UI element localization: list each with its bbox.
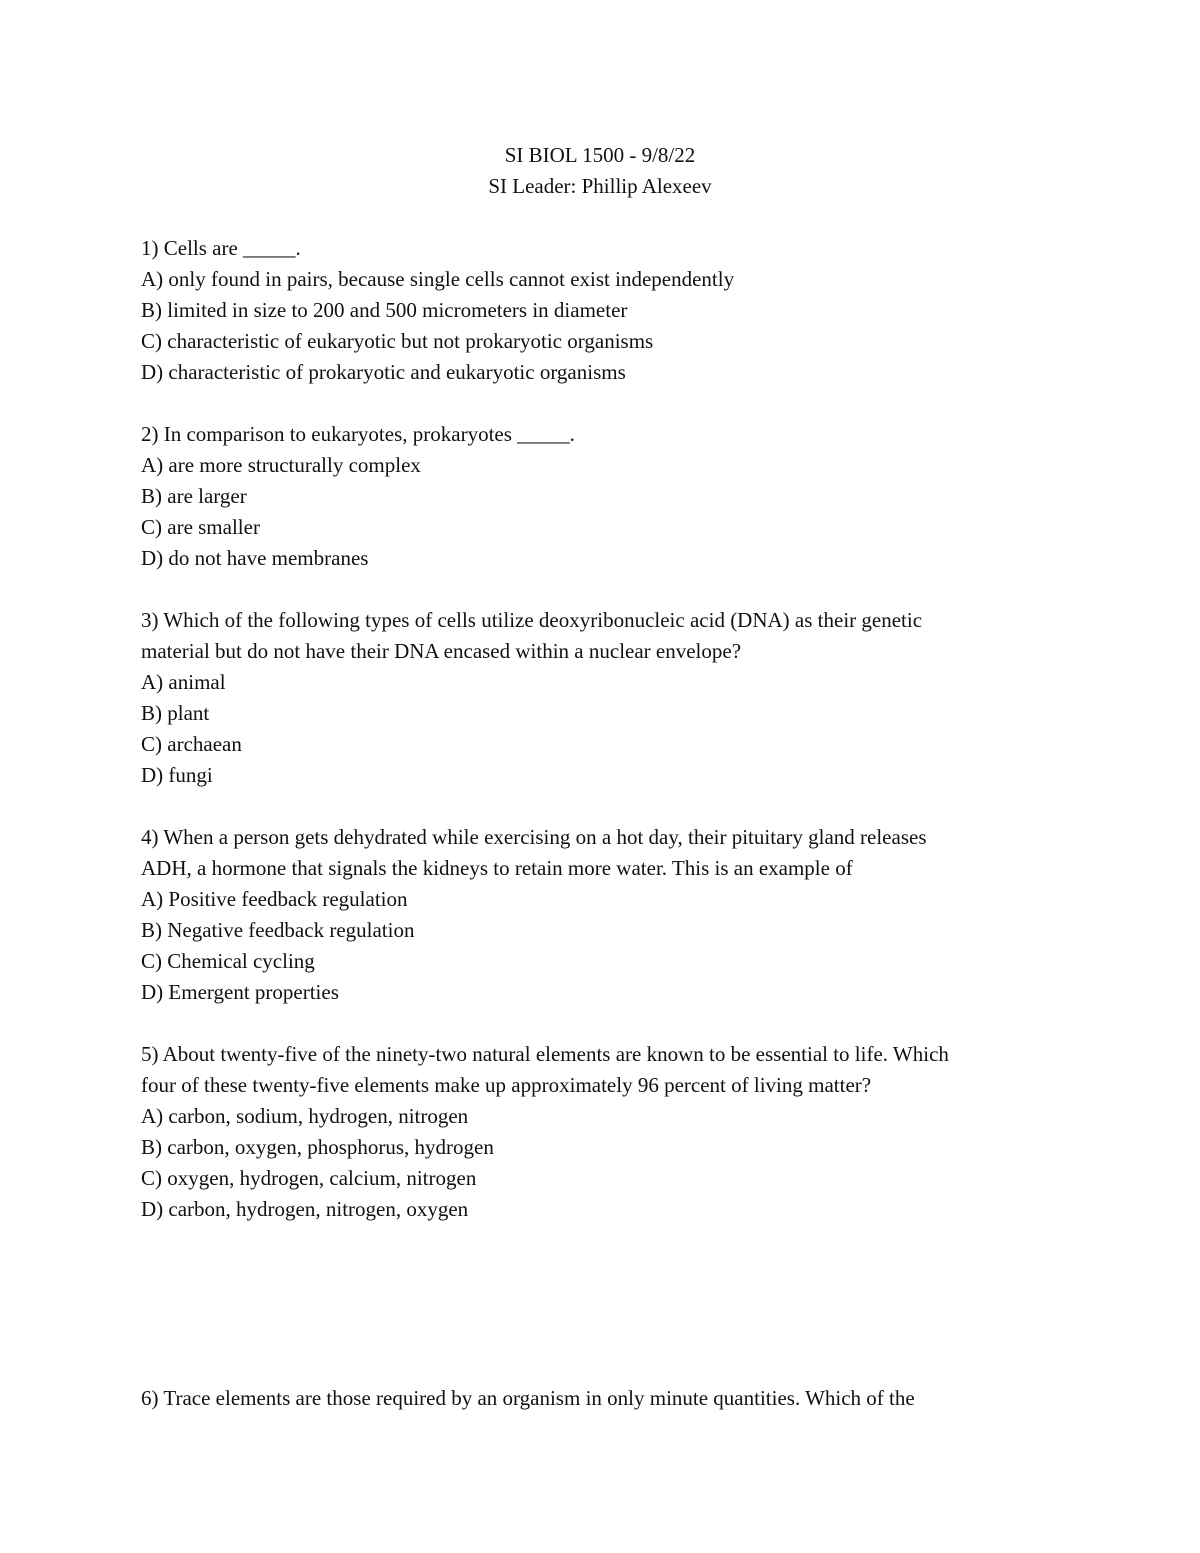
question-2-option-d: D) do not have membranes xyxy=(141,546,369,570)
si-leader-line: SI Leader: Phillip Alexeev xyxy=(488,174,712,198)
question-4-option-b: B) Negative feedback regulation xyxy=(141,918,415,942)
question-6-stem-line-1: 6) Trace elements are those required by an organism in only minute quantities. Which of the xyxy=(141,1386,915,1410)
question-5-option-a: A) carbon, sodium, hydrogen, nitrogen xyxy=(141,1104,469,1128)
question-5-option-c: C) oxygen, hydrogen, calcium, nitrogen xyxy=(141,1166,477,1190)
question-1-stem: 1) Cells are _____. xyxy=(141,236,301,260)
question-2-option-a: A) are more structurally complex xyxy=(141,453,421,477)
question-5-stem-line-1: 5) About twenty-five of the ninety-two natural elements are known to be essential to life. Which xyxy=(141,1042,949,1066)
question-4-option-d: D) Emergent properties xyxy=(141,980,339,1004)
question-1-option-d: D) characteristic of prokaryotic and eukaryotic organisms xyxy=(141,360,626,384)
question-1-option-c: C) characteristic of eukaryotic but not prokaryotic organisms xyxy=(141,329,654,353)
question-3 xyxy=(141,605,1071,791)
question-2-option-c: C) are smaller xyxy=(141,515,260,539)
question-4-stem-line-2: ADH, a hormone that signals the kidneys to retain more water. This is an example of xyxy=(141,856,853,880)
question-5-option-b: B) carbon, oxygen, phosphorus, hydrogen xyxy=(141,1135,494,1159)
document-title: SI BIOL 1500 - 9/8/22 xyxy=(504,143,696,167)
question-4 xyxy=(141,822,1071,1008)
question-3-option-d: D) fungi xyxy=(141,763,213,787)
question-3-stem-line-1: 3) Which of the following types of cells utilize deoxyribonucleic acid (DNA) as their genetic xyxy=(141,608,923,632)
question-1-option-b: B) limited in size to 200 and 500 micrometers in diameter xyxy=(141,298,628,322)
question-4-stem-line-1: 4) When a person gets dehydrated while exercising on a hot day, their pituitary gland releases xyxy=(141,825,927,849)
question-1 xyxy=(141,233,1071,388)
document-header xyxy=(0,140,1200,202)
question-2 xyxy=(141,419,1071,574)
question-5-stem-line-2: four of these twenty-five elements make up approximately 96 percent of living matter? xyxy=(141,1073,872,1097)
question-3-stem-line-2: material but do not have their DNA encased within a nuclear envelope? xyxy=(141,639,742,663)
question-4-option-c: C) Chemical cycling xyxy=(141,949,315,973)
question-5 xyxy=(141,1039,1071,1225)
question-5-option-d: D) carbon, hydrogen, nitrogen, oxygen xyxy=(141,1197,469,1221)
question-1-option-a: A) only found in pairs, because single cells cannot exist independently xyxy=(141,267,735,291)
question-3-option-b: B) plant xyxy=(141,701,210,725)
question-3-option-c: C) archaean xyxy=(141,732,242,756)
question-2-stem: 2) In comparison to eukaryotes, prokaryotes _____. xyxy=(141,422,575,446)
question-2-option-b: B) are larger xyxy=(141,484,247,508)
question-4-option-a: A) Positive feedback regulation xyxy=(141,887,408,911)
question-list xyxy=(141,233,1071,1256)
question-3-option-a: A) animal xyxy=(141,670,226,694)
